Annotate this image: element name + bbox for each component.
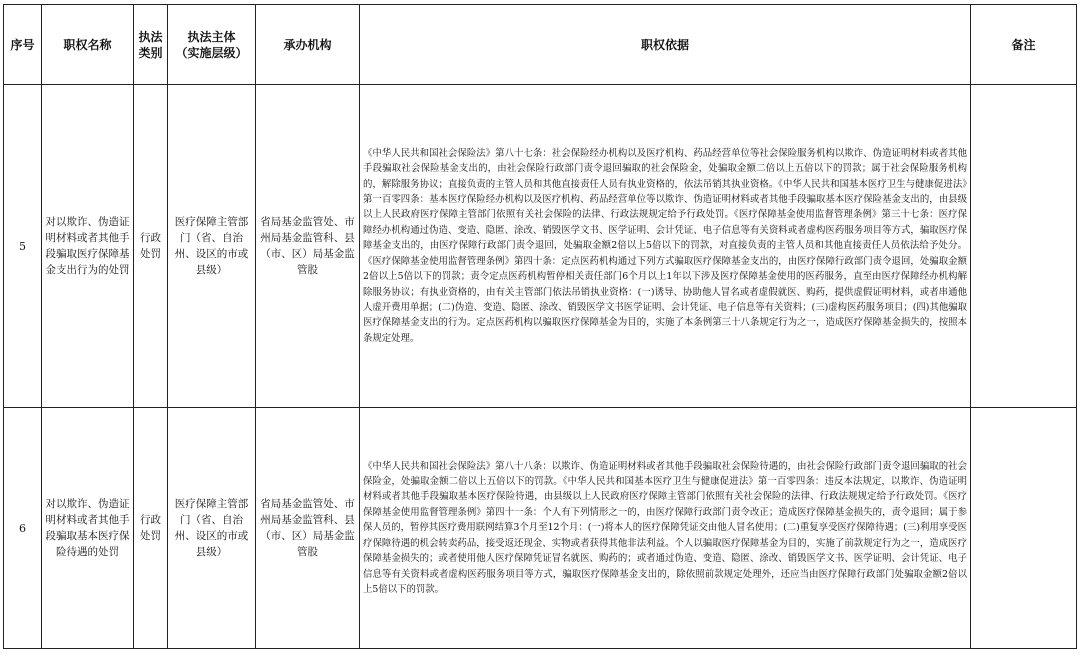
header-type-line: 执法 xyxy=(138,29,163,44)
header-row xyxy=(4,5,1077,85)
enforcement-subject: 医疗保障主管部门（省、自治州、设区的市或县级） xyxy=(168,408,256,649)
header-subject xyxy=(168,5,256,85)
header-subject-line: 执法主体 xyxy=(187,29,236,44)
authority-name: 对以欺诈、伪造证明材料或者其他手段骗取基本医疗保险待遇的处罚 xyxy=(42,408,134,649)
header-type xyxy=(134,5,168,85)
header-basis: 职权依据 xyxy=(360,5,971,85)
table-row xyxy=(4,85,1077,408)
header-note: 备注 xyxy=(971,5,1077,85)
header-no: 序号 xyxy=(4,5,42,85)
header-name: 职权名称 xyxy=(42,5,134,85)
enforcement-subject: 医疗保障主管部门（省、自治州、设区的市或县级） xyxy=(168,85,256,408)
header-subject-line: （实施层级） xyxy=(175,45,248,60)
enforcement-type: 行政处罚 xyxy=(134,408,168,649)
header-org: 承办机构 xyxy=(256,5,360,85)
header-type-line: 类别 xyxy=(138,45,163,60)
authority-name: 对以欺诈、伪造证明材料或者其他手段骗取医疗保障基金支出行为的处罚 xyxy=(42,85,134,408)
remarks xyxy=(971,408,1077,649)
row-number: 5 xyxy=(4,85,42,408)
enforcement-type: 行政处罚 xyxy=(134,85,168,408)
remarks xyxy=(971,85,1077,408)
row-number: 6 xyxy=(4,408,42,649)
authority-table xyxy=(3,4,1077,649)
legal-basis: 《中华人民共和国社会保险法》第八十七条：社会保险经办机构以及医疗机构、药品经营单位等社会保险服务机构以欺诈、伪造证明材料或者其他手段骗取社会保险基金支出的，由社会保险行政部门责令退回骗取的社会保险金，处骗取金额二倍以上五倍以下的罚款；属于社会保险服务机构的，解除服务协议；直接负责的主管人员和其他直接责任人员有执业资格的，依法吊销其执业资格。《中华人民共和国基本医疗卫生与健康促进法》第一百零四条：基本医疗保险经办机构以及医疗机构、药品经营单位等以欺诈、伪造证明材料或者其他手段骗取基本医疗保险基金支出的，由县级以上人民政府医疗保障主管部门依照有关社会保险的法律、行政法规规定给予行政处罚。《医疗保障基金使用监督管理条例》第三十七条：医疗保障经办机构通过伪造、变造、隐匿、涂改、销毁医学文书、医学证明、会计凭证、电子信息等有关资料或者虚构医药服务项目等方式，骗取医疗保障基金支出的，由医疗保障行政部门责令退回，处骗取金额2倍以上5倍以下的罚款，对直接负责的主管人员和其他直接责任人员依法给予处分。《医疗保障基金使用监督管理条例》第四十条：定点医药机构通过下列方式骗取医疗保障基金支出的，由医疗保障行政部门责令退回，处骗取金额2倍以上5倍以下的罚款；责令定点医药机构暂停相关责任部门6个月以上1年以下涉及医疗保障基金使用的医药服务，直至由医疗保障经办机构解除服务协议；有执业资格的，由有关主管部门依法吊销执业资格：(一)诱导、协助他人冒名或者虚假就医、购药，提供虚假证明材料，或者串通他人虚开费用单据；(二)伪造、变造、隐匿、涂改、销毁医学文书医学证明、会计凭证、电子信息等有关资料；(三)虚构医药服务项目；(四)其他骗取医疗保障基金支出的行为。定点医药机构以骗取医疗保障基金为目的，实施了本条例第三十八条规定行为之一，造成医疗保障基金损失的，按照本条规定处理。 xyxy=(360,85,971,408)
table-row xyxy=(4,408,1077,649)
handling-agency: 省局基金监管处、市州局基金监管科、县（市、区）局基金监管股 xyxy=(256,85,360,408)
handling-agency: 省局基金监管处、市州局基金监管科、县（市、区）局基金监管股 xyxy=(256,408,360,649)
legal-basis: 《中华人民共和国社会保险法》第八十八条：以欺诈、伪造证明材料或者其他手段骗取社会保险待遇的，由社会保险行政部门责令退回骗取的社会保险金，处骗取金额二倍以上五倍以下的罚款。《中华人民共和国基本医疗卫生与健康促进法》第一百零四条：违反本法规定，以欺诈、伪造证明材料或者其他手段骗取基本医疗保险待遇，由县级以上人民政府医疗保障主管部门依照有关社会保险的法律、行政法规规定给予行政处罚。《医疗保障基金使用监督管理条例》第四十一条：个人有下列情形之一的，由医疗保障行政部门责令改正；造成医疗保障基金损失的，责令退回；属于参保人员的，暂停其医疗费用联网结算3个月至12个月：(一)将本人的医疗保障凭证交由他人冒名使用；(二)重复享受医疗保障待遇；(三)利用享受医疗保障待遇的机会转卖药品，接受返还现金、实物或者获得其他非法利益。个人以骗取医疗保障基金为目的，实施了前款规定行为之一，造成医疗保障基金损失的；或者使用他人医疗保障凭证冒名就医、购药的；或者通过伪造、变造、隐匿、涂改、销毁医学文书、医学证明、会计凭证、电子信息等有关资料或者虚构医药服务项目等方式，骗取医疗保障基金支出的，除依照前款规定处理外，还应当由医疗保障行政部门处骗取金额2倍以上5倍以下的罚款。 xyxy=(360,408,971,649)
